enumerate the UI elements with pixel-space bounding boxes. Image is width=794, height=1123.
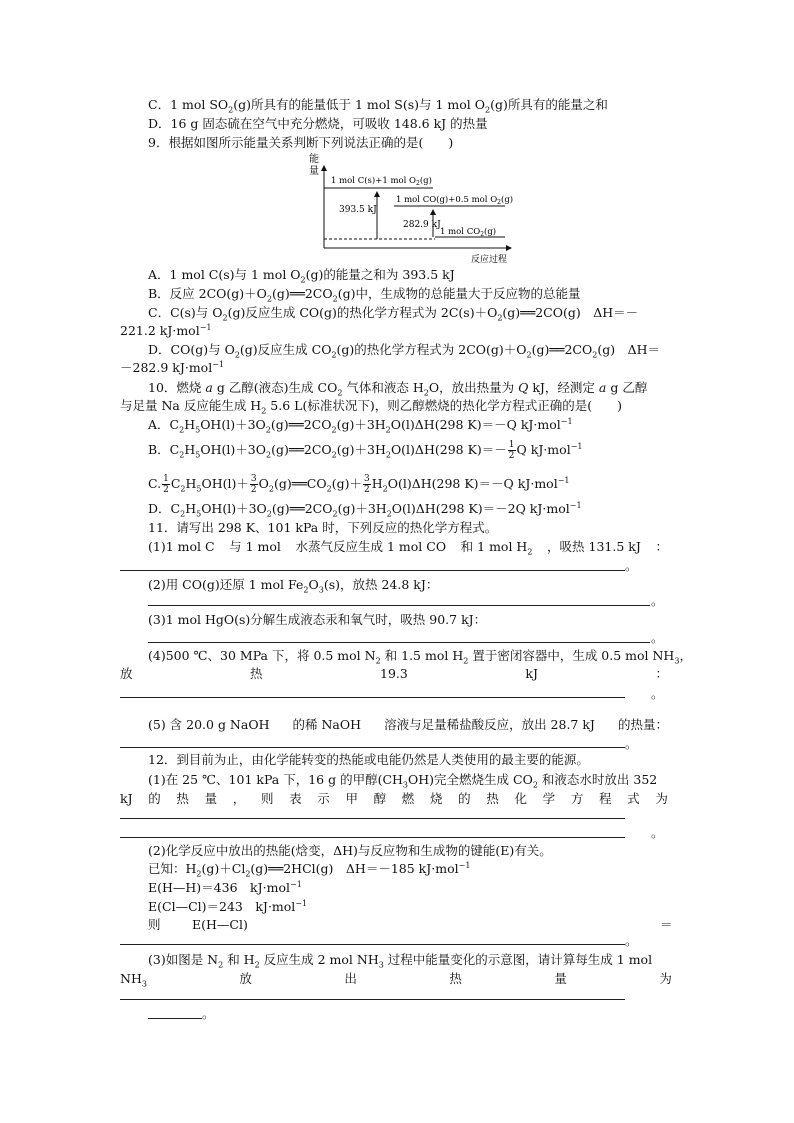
q12-bond-hcl: E(H—Cl) (192, 917, 248, 932)
level-1-label: 1 mol C(s)+1 mol $O_2(g)$ (331, 176, 432, 187)
q11-end-5: 。 (625, 736, 638, 751)
gap-282-label: 282.9 kJ (403, 220, 441, 230)
q11-answer-blank-5[interactable] (120, 747, 625, 748)
q11-part4-line2: 放 热 19.3 kJ ： (120, 666, 668, 681)
q11-answer-blank-2[interactable] (148, 605, 650, 606)
q12-equals: ＝ (660, 917, 673, 932)
q12-known: 已知：$H_2(g)+Cl_2(g)══2HCl(g)$ ΔH＝－185 kJ·mol$^{-1}$ (148, 860, 471, 879)
q10-option-a: A．$C_2H_5OH(l)+3O_2(g)══2CO_2(g)+3H_2O(l)\Delta H(298$ K)＝－Q kJ·mol$^{-1}$ (148, 416, 573, 435)
q12-answer-blank-1[interactable] (120, 837, 625, 838)
energy-diagram (305, 152, 525, 266)
q12-bond-hh: E(H—H)＝436 kJ·mol$^{-1}$ (148, 879, 302, 895)
q12-bond-hcl-label: 则 (148, 917, 161, 932)
y-axis-label-1: 能 (309, 154, 319, 165)
q9-option-b: B．反应 $2CO(g)+O_2(g)══2CO_2(g)$中，生成物的总能量大于反应物的总能量 (148, 286, 581, 304)
q10-option-c: C. $\frac{1}{2}$ $C_2H_5OH(l)+$ $\frac{3}{2}$ $O_2(g)══CO_2(g)+$ $\frac{3}{2}$ $H_2O(l)\Delta H(298$ K)＝－Q kJ·mol$^{-1}$ (148, 474, 570, 495)
q9-option-c-line1: C．C(s)与 $O_2(g)$反应生成 CO(g)的热化学方程式为 $2C(s)+O_2(g)══2CO(g)$ ΔH＝－ (148, 305, 639, 323)
x-axis-label: 反应过程 (471, 255, 508, 265)
q11-part5: (5) 含 20.0 g NaOH 的稀 NaOH 溶液与足量稀盐酸反应，放出 28.7 kJ 的热量： (148, 717, 668, 732)
q9-option-a: A．1 mol C(s)与 1 mol $O_2(g)$的能量之和为 393.5 kJ (148, 267, 455, 285)
q12-answer-blank-0[interactable] (120, 818, 625, 819)
q12-answer-blank-2[interactable] (120, 944, 625, 945)
q12-answer-blank-3[interactable] (120, 999, 625, 1000)
q12-part3-line1: (3)如图是 $N_2$ 和 $H_2$ 反应生成 2 mol $NH_3$ 过程中能量变化的示意图，请计算每生成 1 mol (148, 952, 653, 970)
q12-part2: (2)化学反应中放出的热能(焓变，ΔH)与反应物和生成物的键能(E)有关。 (148, 843, 552, 858)
q12-end-2: 。 (625, 933, 638, 948)
q11-stem: 11．请写出 298 K、101 kPa 时，下列反应的热化学方程式。 (148, 520, 498, 535)
q11-end-1: 。 (625, 558, 638, 573)
q11-end-3: 。 (651, 630, 664, 645)
q12-answer-blank-4[interactable] (148, 1018, 202, 1019)
q11-part4: (4)500 ℃、30 MPa 下，将 0.5 mol $N_2$ 和 1.5 mol $H_2$ 置于密闭容器中，生成 0.5 mol $NH_3$， (148, 648, 692, 666)
q10-option-b: B．$C_2H_5OH(l)+3O_2(g)══2CO_2(g)+3H_2O(l)\Delta H(298$ K)＝－ $\frac{1}{2}$ Q kJ·mol$^{-1}$ (148, 440, 583, 461)
q9-option-d-line2: －282.9 kJ·mol$^{-1}$ (120, 359, 224, 375)
q12-bond-clcl: E(Cl—Cl)＝243 kJ·mol$^{-1}$ (148, 898, 308, 914)
q9-option-c-line2: 221.2 kJ·mol$^{-1}$ (120, 322, 212, 338)
level-2-label: 1 mol CO(g)+0.5 mol $O_2(g)$ (396, 195, 514, 206)
q9-option-d-line1: D．CO(g)与 $O_2(g)$反应生成 $CO_2(g)$的热化学方程式为 $2CO(g)+O_2(g)══2CO_2(g)$ ΔH＝ (148, 342, 660, 360)
level-3-label: 1 mol $CO_2(g)$ (440, 227, 497, 238)
q12-stem: 12．到目前为止，由化学能转变的热能或电能仍然是人类使用的最主要的能源。 (148, 752, 589, 767)
q11-answer-blank-1[interactable] (120, 570, 625, 571)
q11-part1: (1)1 mol C 与 1 mol 水蒸气反应生成 1 mol CO 和 1 mol $H_2$ ，吸热 131.5 kJ ： (148, 539, 668, 557)
gap-393-label: 393.5 kJ (339, 205, 377, 215)
q10-option-d: D．$C_2H_5OH(l)+3O_2(g)══2CO_2(g)+3H_2O(l)\Delta H(298$ K)＝－2Q kJ·mol$^{-1}$ (148, 500, 582, 519)
q9-stem: 9．根据如图所示能量关系判断下列说法正确的是( ) (148, 135, 454, 150)
q8-option-d: D．16 g 固态硫在空气中充分燃烧，可吸收 148.6 kJ 的热量 (148, 116, 488, 131)
q11-end-2: 。 (651, 593, 664, 608)
q11-answer-blank-4[interactable] (120, 697, 625, 698)
q10-stem-line2: 与足量 Na 反应能生成 $H_2$ 5.6 L(标准状况下)，则乙醇燃烧的热化学方程式正确的是( ) (120, 398, 622, 416)
q12-end-3: 。 (202, 1006, 215, 1021)
q12-part1-line2: kJ 的 热 量 ， 则 表 示 甲 醇 燃 烧 的 热 化 学 方 程 式 为 (120, 791, 668, 806)
q10-stem-line1: 10．燃烧 a g 乙醇(液态)生成 $CO_2$ 气体和液态 $H_2O$，放出热量为 Q kJ，经测定 a g 乙醇 (148, 380, 648, 398)
q8-option-c: C．1 mol $SO_2(g)$所具有的能量低于 1 mol S(s)与 1 mol $O_2(g)$所具有的能量之和 (148, 97, 608, 115)
q11-end-4: 。 (651, 686, 664, 701)
y-axis-label-2: 量 (309, 166, 319, 177)
q12-part1-line1: (1)在 25 ℃、101 kPa 下，16 g 的甲醇$(CH_3OH)$完全燃烧生成 $CO_2$ 和液态水时放出 352 (148, 772, 658, 790)
q11-part2: (2)用 CO(g)还原 1 mol $Fe_2O_3(s)$，放热 24.8 kJ： (148, 577, 439, 595)
q11-part3: (3)1 mol HgO(s)分解生成液态汞和氧气时，吸热 90.7 kJ： (148, 612, 487, 627)
q12-part3-line2: $NH_3$ 放 出 热 量 为 (120, 971, 672, 989)
q11-answer-blank-3[interactable] (148, 642, 650, 643)
q12-end-1: 。 (651, 825, 664, 840)
